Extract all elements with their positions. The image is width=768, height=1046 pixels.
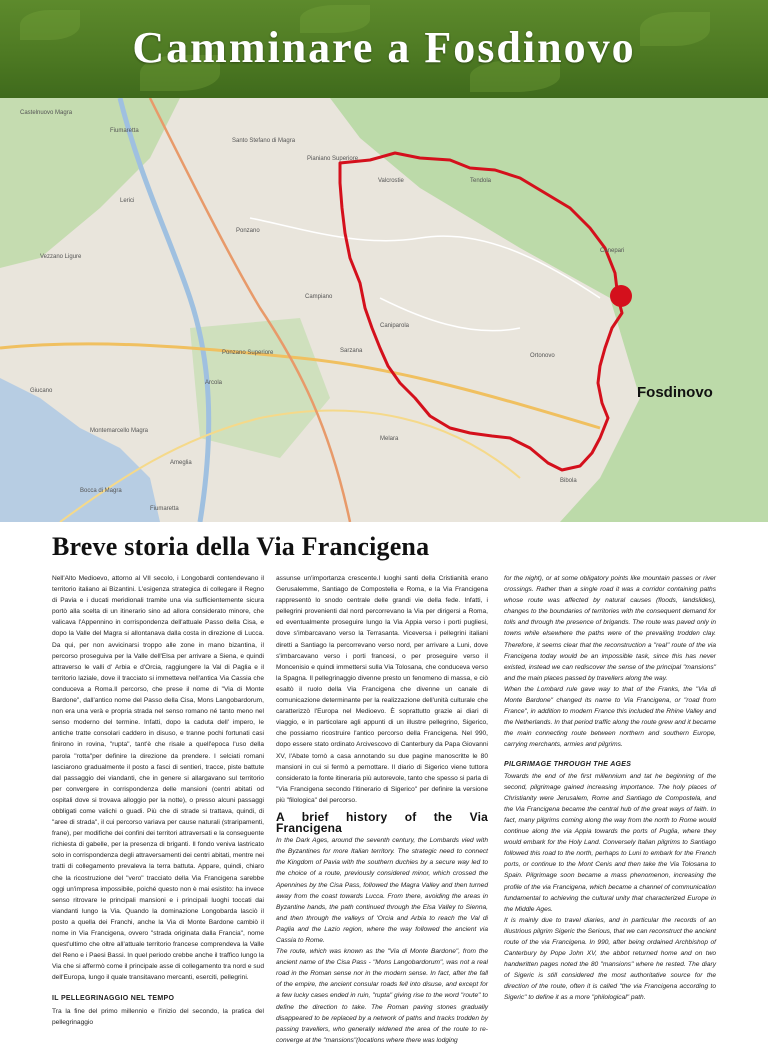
map-label: Ortonovo	[530, 353, 555, 359]
paragraph: It is mainly due to travel diaries, and in particular the records of an illustrious pilgrim Sigeric the Serious, that we can reconstruct the ancient route of the via Francigena. In 990, after being ordained Archbishop of Canterbury by Pope John XV, the abbot returned home and on two handwritten pages noted the 80 "mansions" where he rested. The diary of Sigeric is still considered the most authoritative source for the direction of the route, often it is called "the via Francigena according to Sigeric" to define it as a more "philological" path.	[504, 916, 716, 1002]
map-label: Lerici	[120, 198, 135, 204]
column-italian-2	[276, 573, 488, 1046]
map-label: Canepari	[600, 248, 625, 254]
map-label: Ameglia	[170, 460, 192, 466]
map-label: Tendola	[470, 178, 492, 184]
map-label: Valcrostie	[378, 178, 404, 184]
map-label: Ponzano Superiore	[222, 350, 274, 356]
map-label: Giucano	[30, 388, 53, 394]
map-canvas	[0, 98, 768, 522]
column-english	[504, 573, 716, 1004]
subheading: PILGRIMAGE THROUGH THE AGES	[504, 760, 632, 768]
map-label: Santo Stefano di Magra	[232, 138, 296, 144]
map-label: Campiano	[305, 294, 333, 300]
paragraph: When the Lombard rule gave way to that of the Franks, the "Via di Monte Bardone" changed its name to Via Francigena, or "road from France", in addition to modern France this included the Rhine Valley and the Netherlands. In that period traffic along the route grew and it became the main connecting route between northern and southern Europe, carrying merchants, armies and pilgrims.	[504, 685, 716, 749]
sea-area	[0, 378, 160, 522]
subheading: IL PELLEGRINAGGIO NEL TEMPO	[52, 995, 175, 1003]
map-label: Montemarcello Magra	[90, 428, 149, 434]
map-label: Fiumaretta	[110, 128, 139, 134]
hill-area-south	[190, 318, 330, 458]
map-label: Pianiano Superiore	[307, 156, 359, 162]
column-italian-1	[52, 573, 264, 1028]
route-map	[0, 98, 768, 522]
map-label: Castelnuovo Magra	[20, 110, 73, 116]
section-heading: Breve storia della Via Francigena	[52, 532, 430, 561]
map-label: Sarzana	[340, 348, 363, 354]
page-title: Camminare a Fosdinovo	[132, 23, 636, 72]
map-label: Bocca di Magra	[80, 488, 122, 494]
fosdinovo-marker	[610, 285, 632, 307]
paragraph: In the Dark Ages, around the seventh century, the Lombards vied with the Byzantines for more Italian territory. The strategic need to connect the Kingdom of Pavia with the southern duchies by a secure way led to the choice of a route, previously considered minor, which crossed the Apennines by the Cisa Pass, followed the Magra Valley and then turned away from the coast towards Lucca. From there, avoiding the areas in Byzantine hands, the path continued through the Elsa Valley to Sienna, and then through the valleys of 'Orcia and Arbia to reach the Val di Paglia and the Lazio region, where the way followed the ancient via Cassia to Rome.	[276, 837, 488, 944]
map-label: Ponzano	[236, 228, 260, 234]
map-label: Vezzano Ligure	[40, 254, 82, 260]
paragraph: The route, which was known as the "Via di Monte Bardone", from the ancient name of the Cisa Pass - "Mons Langobardorum", was not a real road in the Roman sense nor in the modern sense. In fact, after the fall of the empire, the ancient consular roads fell into disuse, and except for a few lucky cases ended in ruin, "rupta" giving rise to the word "route" to define the direction to take. The Roman paving stones gradually disappeared to be replaced by a network of paths and tracks trodden by passing travellers, who generally widened the area of the route to re-converge at the "mansions"(locations where there was lodging	[276, 948, 488, 1044]
map-label: Bibola	[560, 478, 577, 484]
paragraph: Tra la fine del primo millennio e l'inizio del secondo, la pratica del pellegrinaggio	[52, 1007, 264, 1026]
map-label: Arcola	[205, 380, 223, 386]
paragraph: Nell'Alto Medioevo, attorno al VII secolo, i Longobardi contendevano il territorio italiano ai Bizantini. L'esigenza strategica di collegare il Regno di Pavia e i ducati meridionali tramite una via sufficientemente sicura portò alla scelta di un itinerario sino ad allora considerato minore, che valicava l'Appennino in corrispondenza dell'attuale Passo della Cisa, e dopo la Valle del Magra si allontanava dalla costa in direzione di Lucca. Da qui, per non avvicinarsi troppo alle zone in mano bizantina, il percorso proseguiva per la Valle dell'Elsa per arrivare a Siena, e quindi attraverso le valli d' Arbia e d'Orcia, raggiungere la Val di Paglia e il territorio laziale, dove il tracciato si immetteva nell'antica Via Cassia che conduceva a Roma.Il percorso, che prese il nome di "Via di Monte Bardone", dall'antico nome del Passo della Cisa, Mons Langobardorum, non era una verà e propria strada nel senso romano né tanto meno nel senso moderno del termine. Infatti, dopo la caduta dell' impero, le antiche tratte consolari caddero in disuso, e tranne pochi fortunati casi finirono in rovina, "rupta", tant'è che risale a quell'epoca l'uso della parola "rotta"per definire la direzione da prendere. I selciati romani lasciarono gradualmente il posto a fasci di sentieri, tracce, piste battute dal passaggio dei viandanti, che in genere si allargavano sul territorio per convergere in corrispondenza delle mansioni (centri abitati od ospitali dove si trovava alloggio per la notte), o presso alcuni passaggi obbligati come valichi o guadi. Più che di strade si trattava, quindi, di "aree di strada", il cui percorso variava per cause naturali (straripamenti, frane), per modifiche dei confini dei territori attraversati e la conseguente richiesta di gabelle, per la presenza di briganti. Il fondo veniva lastricato solo in corrispondenza degli attraversamenti dei centri abitati, mentre nei tratti di collegamento prevaleva la terra battuta. Appare, quindi, chiaro che la ricostruzione del "vero" tracciato della Via Francigena sarebbe oggi un'impresa impossibile, poiché questo non è mai esistito: ha invece senso ritrovare le principali mansioni e i principali luoghi toccati dai viandanti lungo la Via. Quando la dominazione Longobarda lasciò il posto a quella dei Franchi, anche la Via di Monte Bardone cambiò il nome in Via Francigena, ovvero "strada originata dalla Francia", nome quest'ultimo che oltre all'attuale territorio francese comprendeva la Valle del Reno e i Paesi Bassi. In quel periodo crebbe anche il traffico lungo la Via che si affermò come il principale asse di collegamento tra nord e sud dell'Europa, lungo il quale transitavano mercanti, eserciti, pellegrini.	[52, 575, 264, 982]
english-heading: A brief history of the Via Francigena	[276, 809, 488, 836]
fosdinovo-label: Fosdinovo	[637, 384, 713, 401]
park-area	[330, 98, 768, 522]
paragraph: Towards the end of the first millennium and tat he beginning of the second, pilgrimage gained increasing importance. The holy places of Christianity were Jerusalem, Rome and Santiago de Compostela, and the Via Francigena became the central hub of the great ways of faith. In fact, many pilgrims coming along the way from the north to Rome would continue along the via Appia towards the ports of Puglia, where they would embark for the Holy Land. Conversely Italian pilgrims to Santiago followed this road to the north, perhaps to Luni to embark for the French ports, or continue to the Mont Cenis and then take the Via Tolosana to Spain. Pilgrimage soon became a mass phenomenon, increasing the profile of the via Francigena, which became a channel of communication fundamental to achieving the cultural unity that characterized Europe in the Middle Ages.	[504, 772, 716, 913]
paragraph: assunse un'importanza crescente.I luoghi santi della Cristianità erano Gerusalemme, Santiago de Compostella e Roma, e la Via Francigena rappresentò lo snodo centrale delle grandi vie della fede. Infatti, i pellegrini provenienti dal nord percorrevano la Via per dirigersi a Roma, ed eventualmente proseguire lungo la Via Appia verso i porti pugliesi, dove s'imbarcavano verso la Terrasanta. Viceversa i pellegrini italiani diretti a Santiago la percorrevano verso nord, per arrivare a Luni, dove s'imbarcavano verso i porti francesi, o per proseguire verso il Moncenisio e quindi immettersi sulla Via Tolosana, che conduceva verso la Spagna. Il pellegrinaggio divenne presto un fenomeno di massa, e ciò esaltò il ruolo della Via Francigena che divenne un canale di comunicazione determinante per la realizzazione dell'unità culturale che caratterizzò l'Europa nel Medioevo. È soprattutto grazie ai diari di viaggio, e in particolare agli appunti di un illustre pellegrino, Sigerico, che possiamo ricostruire l'antico percorso della Francigena. Nel 990, dopo essere stato ordinato Arcivescovo di Canterbury da Papa Giovanni XV, l'Abate tornò a casa annotando su due pagine manoscritte le 80 mansioni in cui si fermò a pernottare. Il diario di Sigerico viene tuttora considerato la fonte itineraria più autorevole, tanto che spesso si parla di "Via Francigena secondo l'itinerario di Sigerico" per definire la versione più "filologica" del percorso.	[276, 575, 488, 804]
map-label: Melara	[380, 436, 399, 442]
paragraph: for the night), or at some obligatory points like mountain passes or river crossings. Rather than a single road it was a corridor containing paths whose route was affected by natural causes (floods, landslides), changes to the boundaries of territories with the consequent demand for tolls and through the presence of brigands. The route was paved only in towns while elsewhere the paths were of the prevailing trodden clay. Therefore, it seems clear that the reconstruction a "real" route of the via Francigena today would be an impossible task, since this has never existed, instead we can rediscover the sense of the principal "mansions" and the main places passed by travellers along the way.	[504, 575, 716, 682]
hill-area-west	[0, 98, 180, 268]
map-label: Caniparola	[380, 323, 410, 329]
map-label: Fiumaretta	[150, 506, 179, 512]
title-banner	[0, 0, 768, 98]
